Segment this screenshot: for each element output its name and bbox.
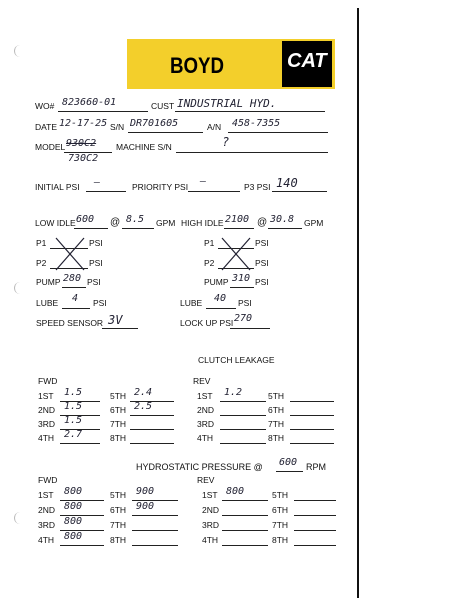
binder-hole-middle	[14, 282, 21, 294]
p2-left-psi: PSI	[89, 258, 103, 268]
low-idle-value[interactable]: 600	[76, 214, 95, 225]
hydro-grid-fwd-4th-value[interactable]: 800	[64, 531, 83, 542]
p1-right-label: P1	[204, 238, 215, 248]
clutch-grid-fwd-1st-value[interactable]: 1.5	[64, 387, 83, 398]
cat-logo: CAT	[287, 50, 327, 72]
p1-p2-right-x-mark	[218, 234, 258, 274]
clutch-grid-fwd-4th-value[interactable]: 2.7	[64, 429, 83, 440]
clutch-grid-rev-5th-label: 5TH	[268, 391, 285, 401]
binder-hole-top	[14, 45, 21, 57]
pump-right-underline	[230, 287, 254, 288]
clutch-grid-rev-7th-label: 7TH	[268, 419, 285, 429]
model-label: MODEL	[35, 142, 66, 152]
sn-value[interactable]: DR701605	[130, 118, 179, 129]
hydro-grid-rev-4th-underline	[222, 545, 268, 546]
hydro-grid-fwd-3rd-value[interactable]: 800	[64, 516, 83, 527]
hydro-grid-fwd-1st-value[interactable]: 800	[64, 486, 83, 497]
lube-left-psi: PSI	[93, 298, 107, 308]
clutch-grid-fwd-4th-label: 4TH	[38, 433, 55, 443]
hydro-grid-rev-6th-label: 6TH	[272, 505, 289, 515]
clutch-leakage-title: CLUTCH LEAKAGE	[198, 355, 275, 365]
pump-left-label: PUMP	[36, 277, 61, 287]
clutch-grid-rev-6th-label: 6TH	[268, 405, 285, 415]
hydro-grid-fwd-5th-value[interactable]: 900	[136, 486, 155, 497]
pump-right-psi: PSI	[255, 277, 269, 287]
clutch-grid-fwd-4th-underline	[60, 443, 100, 444]
hydro-grid-fwd-7th-label: 7TH	[110, 520, 127, 530]
cust-underline	[175, 111, 325, 112]
clutch-grid-rev-5th-underline	[290, 401, 334, 402]
lube-right-psi: PSI	[238, 298, 252, 308]
hydro-grid-fwd-6th-label: 6TH	[110, 505, 127, 515]
hydro-grid-rev-1st-value[interactable]: 800	[226, 486, 245, 497]
p1-left-label: P1	[36, 238, 47, 248]
hydro-grid-fwd-7th-underline	[132, 530, 178, 531]
p3-psi-underline	[272, 191, 327, 192]
right-margin-line	[357, 8, 359, 598]
clutch-grid-fwd-3rd-value[interactable]: 1.5	[64, 415, 83, 426]
pump-right-value[interactable]: 310	[232, 273, 251, 284]
lock-up-psi-label: LOCK UP PSI	[180, 318, 234, 328]
p2-right-label: P2	[204, 258, 215, 268]
hydro-grid-fwd-2nd-value[interactable]: 800	[64, 501, 83, 512]
low-idle-gpm-underline	[122, 228, 154, 229]
p1-p2-left-x-mark	[52, 234, 92, 274]
clutch-grid-fwd-1st-label: 1ST	[38, 391, 54, 401]
lube-left-label: LUBE	[36, 298, 59, 308]
clutch-grid-rev-1st-value[interactable]: 1.2	[224, 387, 243, 398]
high-idle-label: HIGH IDLE	[181, 218, 224, 228]
hydro-grid-rev-2nd-underline	[222, 515, 268, 516]
p2-right-psi: PSI	[255, 258, 269, 268]
hydro-grid-fwd-8th-underline	[132, 545, 178, 546]
clutch-grid-fwd-3rd-label: 3RD	[38, 419, 56, 429]
sn-underline	[128, 132, 203, 133]
clutch-grid-rev-1st-underline	[220, 401, 266, 402]
pump-left-value[interactable]: 280	[63, 273, 82, 284]
hydro-grid-rev-8th-underline	[294, 545, 336, 546]
hydro-grid-rev-1st-label: 1ST	[202, 490, 218, 500]
clutch-grid-fwd-5th-value[interactable]: 2.4	[134, 387, 153, 398]
clutch-fwd-label: FWD	[38, 376, 58, 386]
p1-left-psi: PSI	[89, 238, 103, 248]
machine-sn-value[interactable]: ?	[222, 135, 230, 149]
an-label: A/N	[207, 122, 222, 132]
clutch-grid-rev-8th-label: 8TH	[268, 433, 285, 443]
clutch-grid-rev-2nd-label: 2ND	[197, 405, 215, 415]
clutch-grid-rev-3rd-underline	[220, 429, 266, 430]
hydro-grid-rev-2nd-label: 2ND	[202, 505, 220, 515]
high-idle-value[interactable]: 2100	[225, 214, 250, 225]
clutch-grid-fwd-8th-underline	[130, 443, 174, 444]
date-label: DATE	[35, 122, 58, 132]
hydro-grid-rev-4th-label: 4TH	[202, 535, 219, 545]
high-idle-underline	[224, 228, 254, 229]
clutch-grid-fwd-5th-label: 5TH	[110, 391, 127, 401]
lube-left-underline	[62, 308, 90, 309]
clutch-grid-fwd-2nd-value[interactable]: 1.5	[64, 401, 83, 412]
clutch-rev-label: REV	[193, 376, 211, 386]
low-idle-gpm-value[interactable]: 8.5	[126, 214, 145, 225]
machine-sn-label: MACHINE S/N	[116, 142, 172, 152]
binder-hole-bottom	[14, 512, 21, 524]
hydro-grid-fwd-6th-underline	[132, 515, 178, 516]
priority-psi-underline	[188, 191, 240, 192]
hydro-rpm-underline	[276, 471, 303, 472]
clutch-grid-fwd-7th-underline	[130, 429, 174, 430]
clutch-grid-rev-6th-underline	[290, 415, 334, 416]
clutch-grid-fwd-6th-label: 6TH	[110, 405, 127, 415]
lube-left-value[interactable]: 4	[72, 293, 79, 304]
hydro-rev-label: REV	[197, 475, 215, 485]
sn-label: S/N	[110, 122, 125, 132]
low-idle-at: @	[110, 217, 121, 228]
clutch-grid-rev-8th-underline	[290, 443, 334, 444]
lock-up-psi-underline	[230, 328, 270, 329]
hydro-grid-rev-3rd-underline	[222, 530, 268, 531]
initial-psi-underline	[86, 191, 126, 192]
high-idle-at: @	[257, 217, 268, 228]
high-idle-gpm-underline	[268, 228, 302, 229]
clutch-grid-rev-4th-underline	[220, 443, 266, 444]
hydro-grid-rev-5th-underline	[294, 500, 336, 501]
hydro-grid-fwd-8th-label: 8TH	[110, 535, 127, 545]
clutch-grid-rev-4th-label: 4TH	[197, 433, 214, 443]
p1-right-psi: PSI	[255, 238, 269, 248]
low-idle-label: LOW IDLE	[35, 218, 76, 228]
hydro-rpm-value[interactable]: 600	[279, 457, 298, 468]
p3-psi-label: P3 PSI	[244, 182, 271, 192]
hydro-grid-rev-8th-label: 8TH	[272, 535, 289, 545]
hydro-grid-fwd-2nd-label: 2ND	[38, 505, 56, 515]
hydro-grid-fwd-6th-value[interactable]: 900	[136, 501, 155, 512]
high-idle-gpm-label: GPM	[304, 218, 324, 228]
hydro-grid-fwd-4th-label: 4TH	[38, 535, 55, 545]
wo-value[interactable]: 823660-01	[62, 97, 117, 108]
an-underline	[228, 132, 328, 133]
hydro-grid-rev-3rd-label: 3RD	[202, 520, 220, 530]
clutch-grid-rev-1st-label: 1ST	[197, 391, 213, 401]
speed-sensor-label: SPEED SENSOR	[36, 318, 104, 328]
hydro-grid-rev-7th-underline	[294, 530, 336, 531]
an-value[interactable]: 458-7355	[232, 118, 281, 129]
hydro-grid-fwd-1st-label: 1ST	[38, 490, 54, 500]
hydro-grid-rev-6th-underline	[294, 515, 336, 516]
wo-underline	[58, 111, 148, 112]
hydro-grid-rev-5th-label: 5TH	[272, 490, 289, 500]
cust-value[interactable]: INDUSTRIAL HYD.	[177, 97, 277, 110]
clutch-grid-fwd-6th-underline	[130, 415, 174, 416]
hydro-fwd-label: FWD	[38, 475, 58, 485]
clutch-grid-rev-7th-underline	[290, 429, 334, 430]
cust-label: CUST	[151, 101, 175, 111]
machine-sn-underline	[176, 152, 328, 153]
clutch-grid-fwd-8th-label: 8TH	[110, 433, 127, 443]
boyd-logo: BOYD	[170, 53, 225, 78]
hydro-grid-fwd-5th-label: 5TH	[110, 490, 127, 500]
low-idle-gpm-label: GPM	[156, 218, 176, 228]
p3-psi-value[interactable]: 140	[276, 176, 298, 190]
p2-left-label: P2	[36, 258, 47, 268]
date-value[interactable]: 12-17-25	[59, 118, 108, 129]
model-value[interactable]: 730C2	[68, 153, 99, 164]
clutch-grid-fwd-2nd-label: 2ND	[38, 405, 56, 415]
lube-right-value[interactable]: 40	[214, 293, 227, 304]
low-idle-underline	[74, 228, 108, 229]
clutch-grid-rev-3rd-label: 3RD	[197, 419, 215, 429]
clutch-grid-fwd-6th-value[interactable]: 2.5	[134, 401, 153, 412]
lube-right-underline	[206, 308, 236, 309]
pump-left-underline	[62, 287, 86, 288]
hydrostatic-title: HYDROSTATIC PRESSURE @	[136, 462, 263, 472]
priority-psi-value[interactable]: —	[200, 176, 207, 187]
lube-right-label: LUBE	[180, 298, 203, 308]
lock-up-psi-value[interactable]: 270	[234, 313, 253, 324]
hydro-grid-rev-1st-underline	[222, 500, 268, 501]
pump-right-label: PUMP	[204, 277, 229, 287]
initial-psi-value[interactable]: —	[94, 177, 101, 188]
model-struck-value: 930C2	[66, 138, 97, 149]
priority-psi-label: PRIORITY PSI	[132, 182, 189, 192]
hydro-grid-rev-7th-label: 7TH	[272, 520, 289, 530]
high-idle-gpm-value[interactable]: 30.8	[270, 214, 295, 225]
speed-sensor-underline	[102, 328, 138, 329]
hydro-grid-fwd-4th-underline	[60, 545, 104, 546]
clutch-grid-fwd-7th-label: 7TH	[110, 419, 127, 429]
pump-left-psi: PSI	[87, 277, 101, 287]
wo-label: WO#	[35, 101, 55, 111]
hydro-grid-fwd-3rd-label: 3RD	[38, 520, 56, 530]
speed-sensor-value[interactable]: 3V	[108, 313, 123, 327]
hydro-rpm-label: RPM	[306, 462, 326, 472]
initial-psi-label: INITIAL PSI	[35, 182, 80, 192]
clutch-grid-rev-2nd-underline	[220, 415, 266, 416]
